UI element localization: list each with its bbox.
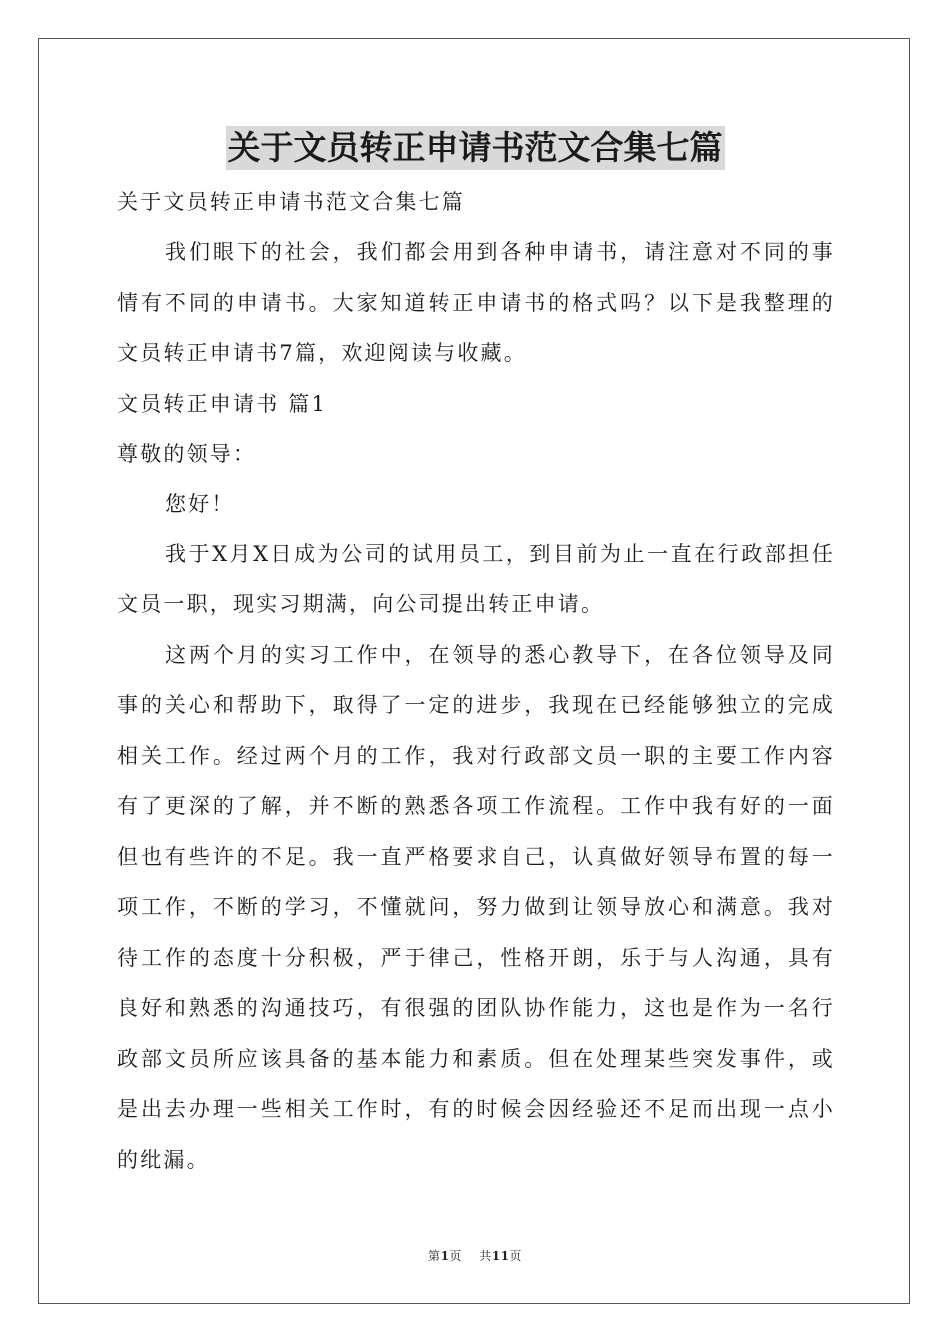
greeting: 您好！ [165,491,235,516]
page-footer [0,1247,950,1264]
salutation: 尊敬的领导： [117,441,257,466]
document-body [117,177,835,1185]
document-subtitle: 关于文员转正申请书范文合集七篇 [117,190,465,214]
total-suffix: 页 [509,1249,522,1263]
document-title: 关于文员转正申请书范文合集七篇 [226,126,725,170]
intro-paragraph: 我们眼下的社会，我们都会用到各种申请书，请注意对不同的事情有不同的申请书。大家知道转正申请书的格式吗？以下是我整理的文员转正申请书7篇，欢迎阅读与收藏。 [117,240,835,365]
page-number: 1 [440,1249,450,1263]
body-paragraph-2: 这两个月的实习工作中，在领导的悉心教导下，在各位领导及同事的关心和帮助下，取得了一定的进步，我现在已经能够独立的完成相关工作。经过两个月的工作，我对行政部文员一职的主要工作内容有了更深的了解，并不断的熟悉各项工作流程。工作中我有好的一面但也有些许的不足。我一直严格要求自己，认真做好领导布置的每一项工作，不断的学习，不懂就问，努力做到让领导放心和满意。我对待工作的态度十分积极，严于律己，性格开朗，乐于与人沟通，具有良好和熟悉的沟通技巧，有很强的团队协作能力，这也是作为一名行政部文员所应该具备的基本能力和素质。但在处理某些突发事件，或是出去办理一些相关工作时，有的时候会因经验还不足而出现一点小的纰漏。 [117,642,835,1172]
page-prefix: 第 [428,1249,441,1263]
title-wrapper [0,126,950,170]
body-paragraph-1: 我于X月X日成为公司的试用员工，到目前为止一直在行政部担任文员一职，现实习期满，向公司提出转正申请。 [117,541,835,616]
section-heading: 文员转正申请书 篇1 [117,391,328,416]
page-suffix: 页 [449,1249,462,1263]
total-prefix: 共 [479,1249,492,1263]
total-pages: 11 [491,1249,510,1263]
